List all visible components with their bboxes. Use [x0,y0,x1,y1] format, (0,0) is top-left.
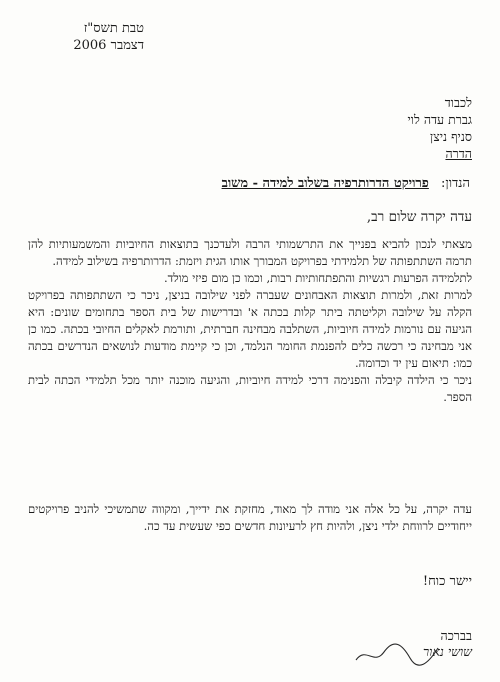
subject-label: הנדון: [441,176,470,191]
body-paragraph-2: לתלמידה הפרעות רגשיות והתפתחותיות רבות, וכמו כן מום פיזי מולד. [164,271,472,285]
subject-topic: פרויקט הדרותרפיה בשלוב למידה - משוב [221,176,429,191]
recipient-name: גברת עדה לוי [407,112,472,127]
recipient-address [332,94,472,162]
gregorian-date: דצמבר 2006 [73,38,144,53]
thanks-line: יישר כוח! [422,574,472,589]
date-block [34,20,144,54]
body-paragraph-4: ניכר כי הילדה קיבלה והפנימה דרכי למידה חיוביות, והגיעה מוכנה יותר מכל תלמידי הכתה לבית הספר. [28,373,472,404]
recipient-branch: סניף ניצן [430,129,472,144]
body-paragraph-3: למרות זאת, ולמרות תוצאות האבחונים שעברה לפני שילובה בניצן, ניכר כי השתתפותה בפרויקט הקלה על שילובה וקליטתה ביתר קלות בכתה א' ובדרישות של בית הספר בתחומים שונים: היא הגיעה עם נורמות למידה חיוביות, השתלבה מבחינה חברתית, ותורמת לאקלים החיובי בכתה. כמו כן אני מבחינה כי רכשה כלים להפנמת החומר הנלמד, וכן כי קיימת מודעות לנושאים הנדרשים בכתה כמו: תיאום עין יד וכדומה. [28,288,472,370]
signature-scribble [352,640,442,668]
address-salutation: לכבוד [444,95,472,110]
sign-off: בברכה [440,628,472,643]
signer-name: שושי נאור [422,644,472,659]
body-paragraph-1: מצאתי לנכון להביא בפנייך את התרשמותי הרבה ולעדכנך בתוצאות החיוביות והמשמעותיות להן תרמה השתתפותה של תלמידתי בפרויקט המבורך אותו הגית ויזמת: הדרותרפיה בשילוב למידה. [28,237,472,268]
greeting: עדה יקרה שלום רב, [366,209,472,225]
subject-line [40,175,470,191]
hebrew-date: טבת תשס"ז [83,21,144,36]
letter-body [28,236,472,406]
recipient-location: הדרה [445,146,472,161]
closing-paragraph: עדה יקרה, על כל אלה אני מודה לך מאוד, מחזקת את ידייך, ומקווה שתמשיכי להניב פרויקטים ייחודיים לרווחת ילדי ניצן, ולהיות חץ לרעיונות חדשים כפי שעשית עד כה. [28,502,472,533]
